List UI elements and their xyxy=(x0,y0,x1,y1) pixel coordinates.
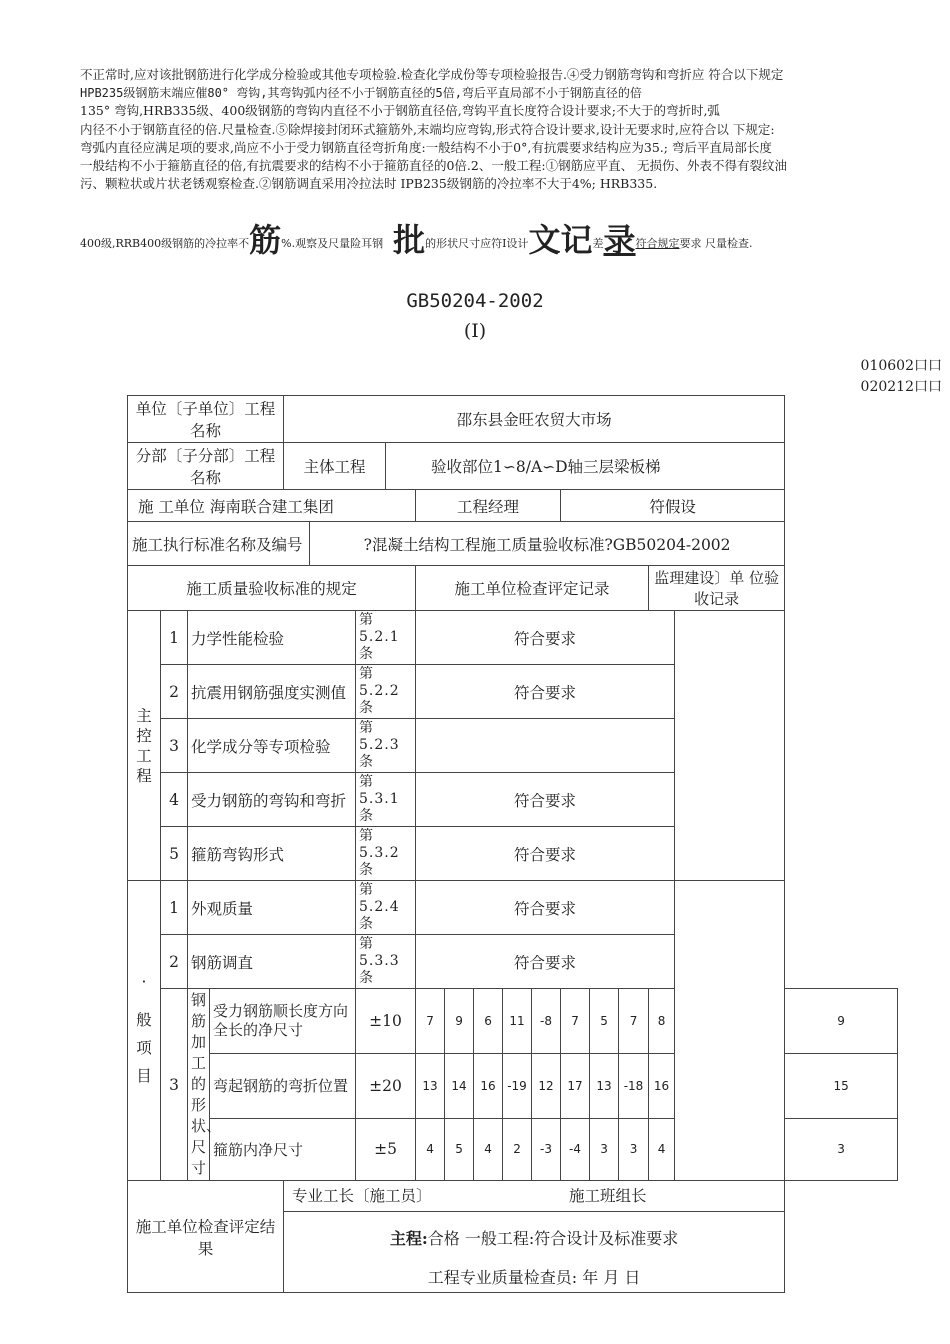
title-char: 筋 xyxy=(249,221,282,259)
item-clause: 第 5.2.4条 xyxy=(356,881,416,935)
measurement: 8 xyxy=(649,989,675,1054)
measurement: 4 xyxy=(649,1118,675,1180)
inspector-signature: 工程专业质量检查员: 年 月 日 xyxy=(427,1268,641,1287)
measurement: 6 xyxy=(474,989,503,1054)
item-result xyxy=(416,719,675,773)
intro-line: 污、颗粒状或片状老锈观察检查.②钢筋调直采用冷拉法时 IPB235级钢筋的冷拉率不大于4%; HRB335. xyxy=(80,176,658,192)
measurement: 17 xyxy=(561,1053,590,1118)
tolerance: ±20 xyxy=(356,1053,416,1118)
measurement: 7 xyxy=(416,989,445,1054)
inspection-form xyxy=(127,395,898,1293)
tolerance: ±5 xyxy=(356,1118,416,1180)
supervisor-record xyxy=(675,881,785,1181)
item-result: 符合要求 xyxy=(416,827,675,881)
item-name: 箍筋弯钩形式 xyxy=(188,827,356,881)
item-clause: 第 5.2.1条 xyxy=(356,611,416,665)
foreman-label: 专业工长〔施工员〕 xyxy=(292,1187,432,1205)
reference-codes xyxy=(861,356,942,398)
item-clause: 第 5.2.3条 xyxy=(356,719,416,773)
evaluation-result-label: 施工单位检查评定结果 xyxy=(128,1181,284,1293)
conclusion-main-label: 主程: xyxy=(389,1229,428,1248)
general-label-text: 般项目 xyxy=(136,1010,152,1085)
conclusion xyxy=(284,1226,784,1249)
supervisor-record xyxy=(675,611,785,881)
measurement: 3 xyxy=(619,1118,649,1180)
measurement: -3 xyxy=(532,1118,561,1180)
item-name: 外观质量 xyxy=(188,881,356,935)
title-fragment: %.观察及尺量险耳钢 xyxy=(281,237,384,250)
processing-item: 弯起钢筋的弯折位置 xyxy=(210,1053,356,1118)
measurement: -4 xyxy=(561,1118,590,1180)
general-items-label xyxy=(128,881,161,1181)
general-label-dot: · xyxy=(141,972,147,991)
item-name: 受力钢筋的弯钩和弯折 xyxy=(188,773,356,827)
subdivision-label: 分部〔子分部〕工程名称 xyxy=(128,443,284,490)
inspection-position: 验收部位1∽8/A∽D轴三层梁板梯 xyxy=(386,443,785,490)
measurement: 5 xyxy=(590,989,619,1054)
processing-item: 受力钢筋顺长度方向全长的净尺寸 xyxy=(210,989,356,1054)
item-clause: 第 5.2.2条 xyxy=(356,665,416,719)
header-check: 施工单位检查评定记录 xyxy=(416,566,649,611)
item-clause: 第 5.3.2条 xyxy=(356,827,416,881)
intro-line: 不正常时,应对该批钢筋进行化学成分检验或其他专项检验.检查化学成份等专项检验报告.④受力钢筋弯钩和弯折应 符合以下规定 xyxy=(80,67,784,82)
main-items-label: 主控工程 xyxy=(128,611,161,881)
item-number: 5 xyxy=(161,827,188,881)
item-number: 3 xyxy=(161,989,188,1181)
title-char: 批 xyxy=(393,221,426,259)
evaluation-result xyxy=(284,1181,785,1293)
intro-line: 弯弧内直径应满足项的要求,尚应不小于受力钢筋直径弯折角度:一般结构不小于0°,有抗震要求结构应为35.; 弯后平直局部长度 xyxy=(80,139,772,155)
reference-code: 020212口口 xyxy=(860,379,942,395)
manager-label: 工程经理 xyxy=(416,490,561,522)
measurement: 13 xyxy=(590,1053,619,1118)
title-fragment: 要求 尺量检查. xyxy=(679,237,753,250)
intro-line: 内径不小于钢筋直径的倍.尺量检查.⑤除焊接封闭环式箍筋外,末端均应弯钩,形式符合设计要求,设计无要求时,应符合以 下规定: xyxy=(80,121,775,137)
header-spec: 施工质量验收标准的规定 xyxy=(128,566,416,611)
subdivision-value: 主体工程 xyxy=(284,443,386,490)
unit-name-value: 邵东县金旺农贸大市场 xyxy=(284,396,785,443)
item-name: 钢筋调直 xyxy=(188,935,356,989)
measurement: 2 xyxy=(503,1118,532,1180)
measurement: 9 xyxy=(445,989,474,1054)
title-fragment: 符合规定 xyxy=(635,237,680,250)
measurement: -8 xyxy=(532,989,561,1054)
measurement: -19 xyxy=(503,1053,532,1118)
item-number: 3 xyxy=(161,719,188,773)
item-number: 4 xyxy=(161,773,188,827)
measurement: 16 xyxy=(649,1053,675,1118)
item-clause: 第 5.3.3条 xyxy=(356,935,416,989)
item-name: 力学性能检验 xyxy=(188,611,356,665)
item-number: 2 xyxy=(161,665,188,719)
intro-line: 一般结构不小于箍筋直径的倍,有抗震要求的结构不小于箍筋直径的0倍.2、一般工程:①钢筋应平直、 无损伤、外表不得有裂纹油 xyxy=(80,158,788,174)
measurement: 5 xyxy=(445,1118,474,1180)
item-result: 符合要求 xyxy=(416,665,675,719)
tolerance: ±10 xyxy=(356,989,416,1054)
team-leader-label: 施工班组长 xyxy=(569,1187,647,1205)
item-name: 化学成分等专项检验 xyxy=(188,719,356,773)
standard-value: ?混凝土结构工程施工质量验收标准?GB50204-2002 xyxy=(310,522,785,566)
measurement: 7 xyxy=(619,989,649,1054)
manager-value: 符假设 xyxy=(561,490,785,522)
measurement: 15 xyxy=(785,1053,898,1118)
measurement: 3 xyxy=(590,1118,619,1180)
measurement: 11 xyxy=(503,989,532,1054)
item-result: 符合要求 xyxy=(416,611,675,665)
standard-label: 施工执行标准名称及编号 xyxy=(128,522,310,566)
measurement: -18 xyxy=(619,1053,649,1118)
item-result: 符合要求 xyxy=(416,773,675,827)
intro-line: 135° 弯钩,HRB335级、400级钢筋的弯钩内直径不小于钢筋直径倍,弯钩平直长度符合设计要求;不大于的弯折时,弧 xyxy=(80,103,720,119)
signature-row xyxy=(284,1181,784,1212)
measurement: 3 xyxy=(785,1118,898,1180)
intro-line: HPB235级钢筋末端应催80° 弯钩,其弯钩弧内径不小于钢筋直径的5倍,弯后平直局部不小于钢筋直径的倍 xyxy=(80,86,642,101)
measurement: 12 xyxy=(532,1053,561,1118)
item-number: 2 xyxy=(161,935,188,989)
item-number: 1 xyxy=(161,881,188,935)
measurement: 14 xyxy=(445,1053,474,1118)
item-result: 符合要求 xyxy=(416,881,675,935)
title-fragment: 差 xyxy=(592,237,604,250)
measurement: 7 xyxy=(561,989,590,1054)
item-name: 抗震用钢筋强度实测值 xyxy=(188,665,356,719)
conclusion-text: 合格 一般工程:符合设计及标准要求 xyxy=(427,1229,679,1248)
builder-value: 海南联合建工集团 xyxy=(209,497,334,516)
garbled-title-line xyxy=(80,215,945,261)
builder-label: 施 工单位 xyxy=(138,497,205,516)
measurement: 4 xyxy=(416,1118,445,1180)
title-char: 文记 xyxy=(528,221,593,259)
builder xyxy=(128,490,416,522)
item-number: 1 xyxy=(161,611,188,665)
item-clause: 第 5.3.1条 xyxy=(356,773,416,827)
intro-text xyxy=(80,66,945,193)
header-supervisor: 监理建设〕单 位验收记录 xyxy=(649,566,785,611)
processing-label: 钢筋加工的形状、尺寸 xyxy=(188,989,210,1181)
measurement: 16 xyxy=(474,1053,503,1118)
reference-code: 010602口口 xyxy=(860,358,942,374)
measurement: 4 xyxy=(474,1118,503,1180)
measurement: 9 xyxy=(785,989,898,1054)
item-result: 符合要求 xyxy=(416,935,675,989)
processing-item: 箍筋内净尺寸 xyxy=(210,1118,356,1180)
measurement: 13 xyxy=(416,1053,445,1118)
unit-name-label: 单位〔子单位〕工程名称 xyxy=(128,396,284,443)
title-char: 录 xyxy=(603,221,636,259)
form-number: (I) xyxy=(463,320,487,342)
title-fragment: 400级,RRB400级钢筋的冷拉率不 xyxy=(80,237,250,250)
standard-code: GB50204-2002 xyxy=(406,290,544,312)
title-fragment: 的形状尺寸应符I设计 xyxy=(425,237,529,250)
